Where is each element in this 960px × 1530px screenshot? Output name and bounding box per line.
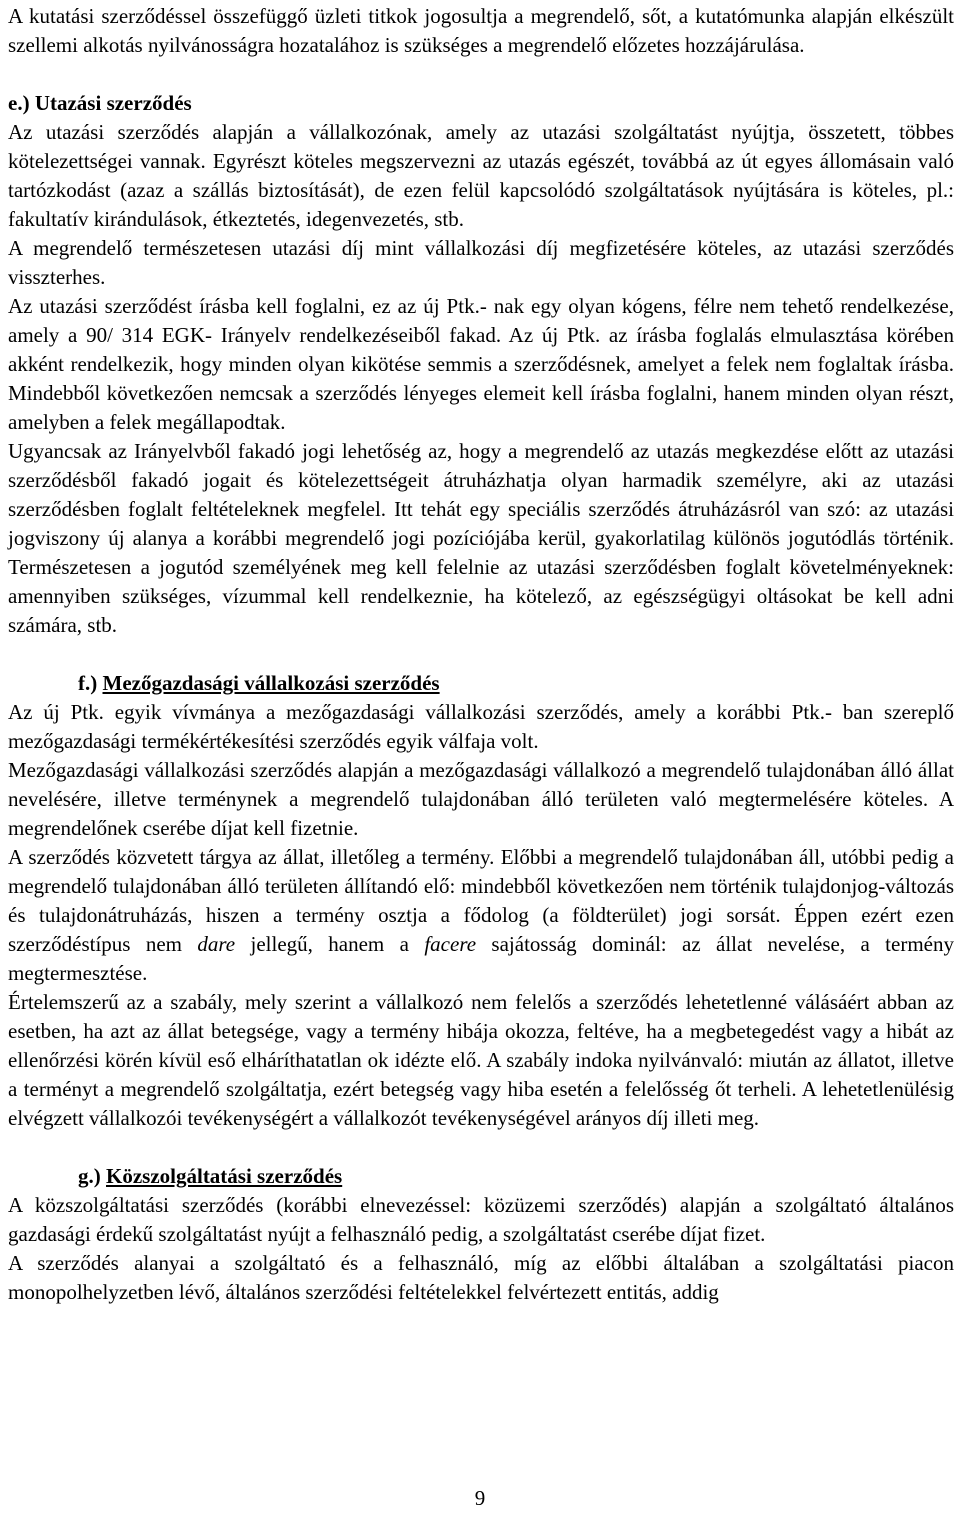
term-facere: facere (424, 932, 477, 956)
document-page (8, 0, 954, 1307)
section-f-paragraph-3-text-c: sajátosság dominál: az állat nevelése, a termény megtermesztése. (8, 932, 954, 985)
section-f-heading (8, 669, 954, 698)
spacer (8, 60, 954, 89)
section-e-letter: e.) (8, 91, 30, 115)
section-g-title: Közszolgáltatási szerződés (106, 1164, 343, 1188)
spacer (8, 1133, 954, 1162)
section-e-title: Utazási szerződés (34, 91, 192, 115)
section-e-paragraph-2: A megrendelő természetesen utazási díj mint vállalkozási díj megfizetésére köteles, az utazási szerződés visszterhes. (8, 236, 954, 289)
term-dare: dare (197, 932, 236, 956)
section-e-heading (8, 89, 954, 118)
section-g-paragraph-2: A szerződés alanyai a szolgáltató és a felhasználó, míg az előbbi általában a szolgáltatási piacon monopolhelyzetben lévő, általános szerződési feltételekkel felvértezett entitás, addig (8, 1251, 954, 1304)
section-e-paragraph-3: Az utazási szerződést írásba kell foglalni, ez az új Ptk.- nak egy olyan kógens, félre nem tehető rendelkezése, amely a 90/ 314 EGK- Irányelv rendelkezéseiből fakad. Az új Ptk. az írásba foglalás elmulasztása körében akként rendelkezik, hogy minden olyan kikötése semmis a szerződésnek, amelyet a felek nem foglaltak írásba. Mindebből következően nemcsak a szerződés lényeges elemeit kell írásba foglalni, hanem minden olyan részt, amelyben a felek megállapodtak. (8, 294, 954, 434)
section-f-letter: f.) (78, 671, 98, 695)
section-f-paragraph-3 (8, 843, 954, 988)
intro-paragraph: A kutatási szerződéssel összefüggő üzleti titkok jogosultja a megrendelő, sőt, a kutatómunka alapján elkészült szellemi alkotás nyilvánosságra hozatalához is szükséges a megrendelő előzetes hozzájárulása. (8, 4, 954, 57)
page-number: 9 (474, 1486, 486, 1510)
section-f-paragraph-3-text-b: jellegű, hanem a (235, 932, 425, 956)
section-f-paragraph-2: Mezőgazdasági vállalkozási szerződés alapján a mezőgazdasági vállalkozó a megrendelő tulajdonában álló állat nevelésére, illetve terménynek a megrendelő tulajdonában álló területen való megtermelésére köteles. A megrendelőnek cserébe díjat kell fizetnie. (8, 758, 954, 840)
section-f-paragraph-3-text-a: A szerződés közvetett tárgya az állat, illetőleg a termény. Előbbi a megrendelő tulajdonában áll, utóbbi pedig a megrendelő tulajdonában álló területen állítandó elő: mindebből következően nem történik tulajdonjog-változás és tulajdonátruházás, hiszen a termény osztja a fődolog (a földterület) jogi sorsát. Éppen ezért ezen szerződéstípus nem (8, 845, 954, 956)
section-g-letter: g.) (78, 1164, 101, 1188)
section-g-heading (8, 1162, 954, 1191)
section-g-paragraph-1: A közszolgáltatási szerződés (korábbi elnevezéssel: közüzemi szerződés) alapján a szolgáltató általános gazdasági érdekű szolgáltatást nyújt a felhasználó pedig, a szolgáltatást cserébe díjat fizet. (8, 1193, 954, 1246)
spacer (8, 640, 954, 669)
section-e-paragraph-1: Az utazási szerződés alapján a vállalkozónak, amely az utazási szolgáltatást nyújtja, összetett, többes kötelezettségei vannak. Egyrészt köteles megszervezni az utazás egészét, továbbá az út egyes állomásain való tartózkodást (azaz a szállás biztosítását), de ezen felül kapcsolódó szolgáltatások nyújtására is köteles, pl.: fakultatív kirándulások, étkeztetés, idegenvezetés, stb. (8, 120, 954, 231)
section-e-paragraph-4: Ugyancsak az Irányelvből fakadó jogi lehetőség az, hogy a megrendelő az utazás megkezdése előtt az utazási szerződésből fakadó jogait és kötelezettségeit átruházhatja olyan harmadik személyre, aki az utazási szerződésben foglalt feltételeknek megfelel. Itt tehát egy speciális szerződés átruházásról van szó: az utazási jogviszony új alanya a korábbi megrendelő jogi pozíciójába kerül, gyakorlatilag különös jogutódlás történik. Természetesen a jogutód személyének meg kell felelnie az utazási szerződésben foglalt követelményeknek: amennyiben szükséges, vízummal kell rendelkeznie, ha kötelező, az egészségügyi oltásokat be kell adni számára, stb. (8, 439, 954, 637)
section-f-paragraph-4: Értelemszerű az a szabály, mely szerint a vállalkozó nem felelős a szerződés lehetetlenné válásáért abban az esetben, ha azt az állat betegsége, vagy a termény hibája okozza, feltéve, ha a megbetegedést vagy a hibát az ellenőrzési körén kívül eső elháríthatatlan ok idézte elő. A szabály indoka nyilvánvaló: miután az állatot, illetve a terményt a megrendelő szolgáltatja, ezért betegség vagy hiba esetén a felelősség őt terheli. A lehetetlenülésig elvégzett vállalkozói tevékenységért a vállalkozót tevékenységével arányos díj illeti meg. (8, 990, 954, 1130)
section-f-paragraph-1: Az új Ptk. egyik vívmánya a mezőgazdasági vállalkozási szerződés, amely a korábbi Ptk.- ban szereplő mezőgazdasági termékértékesítési szerződés egyik válfaja volt. (8, 700, 954, 753)
section-f-title: Mezőgazdasági vállalkozási szerződés (102, 671, 440, 695)
